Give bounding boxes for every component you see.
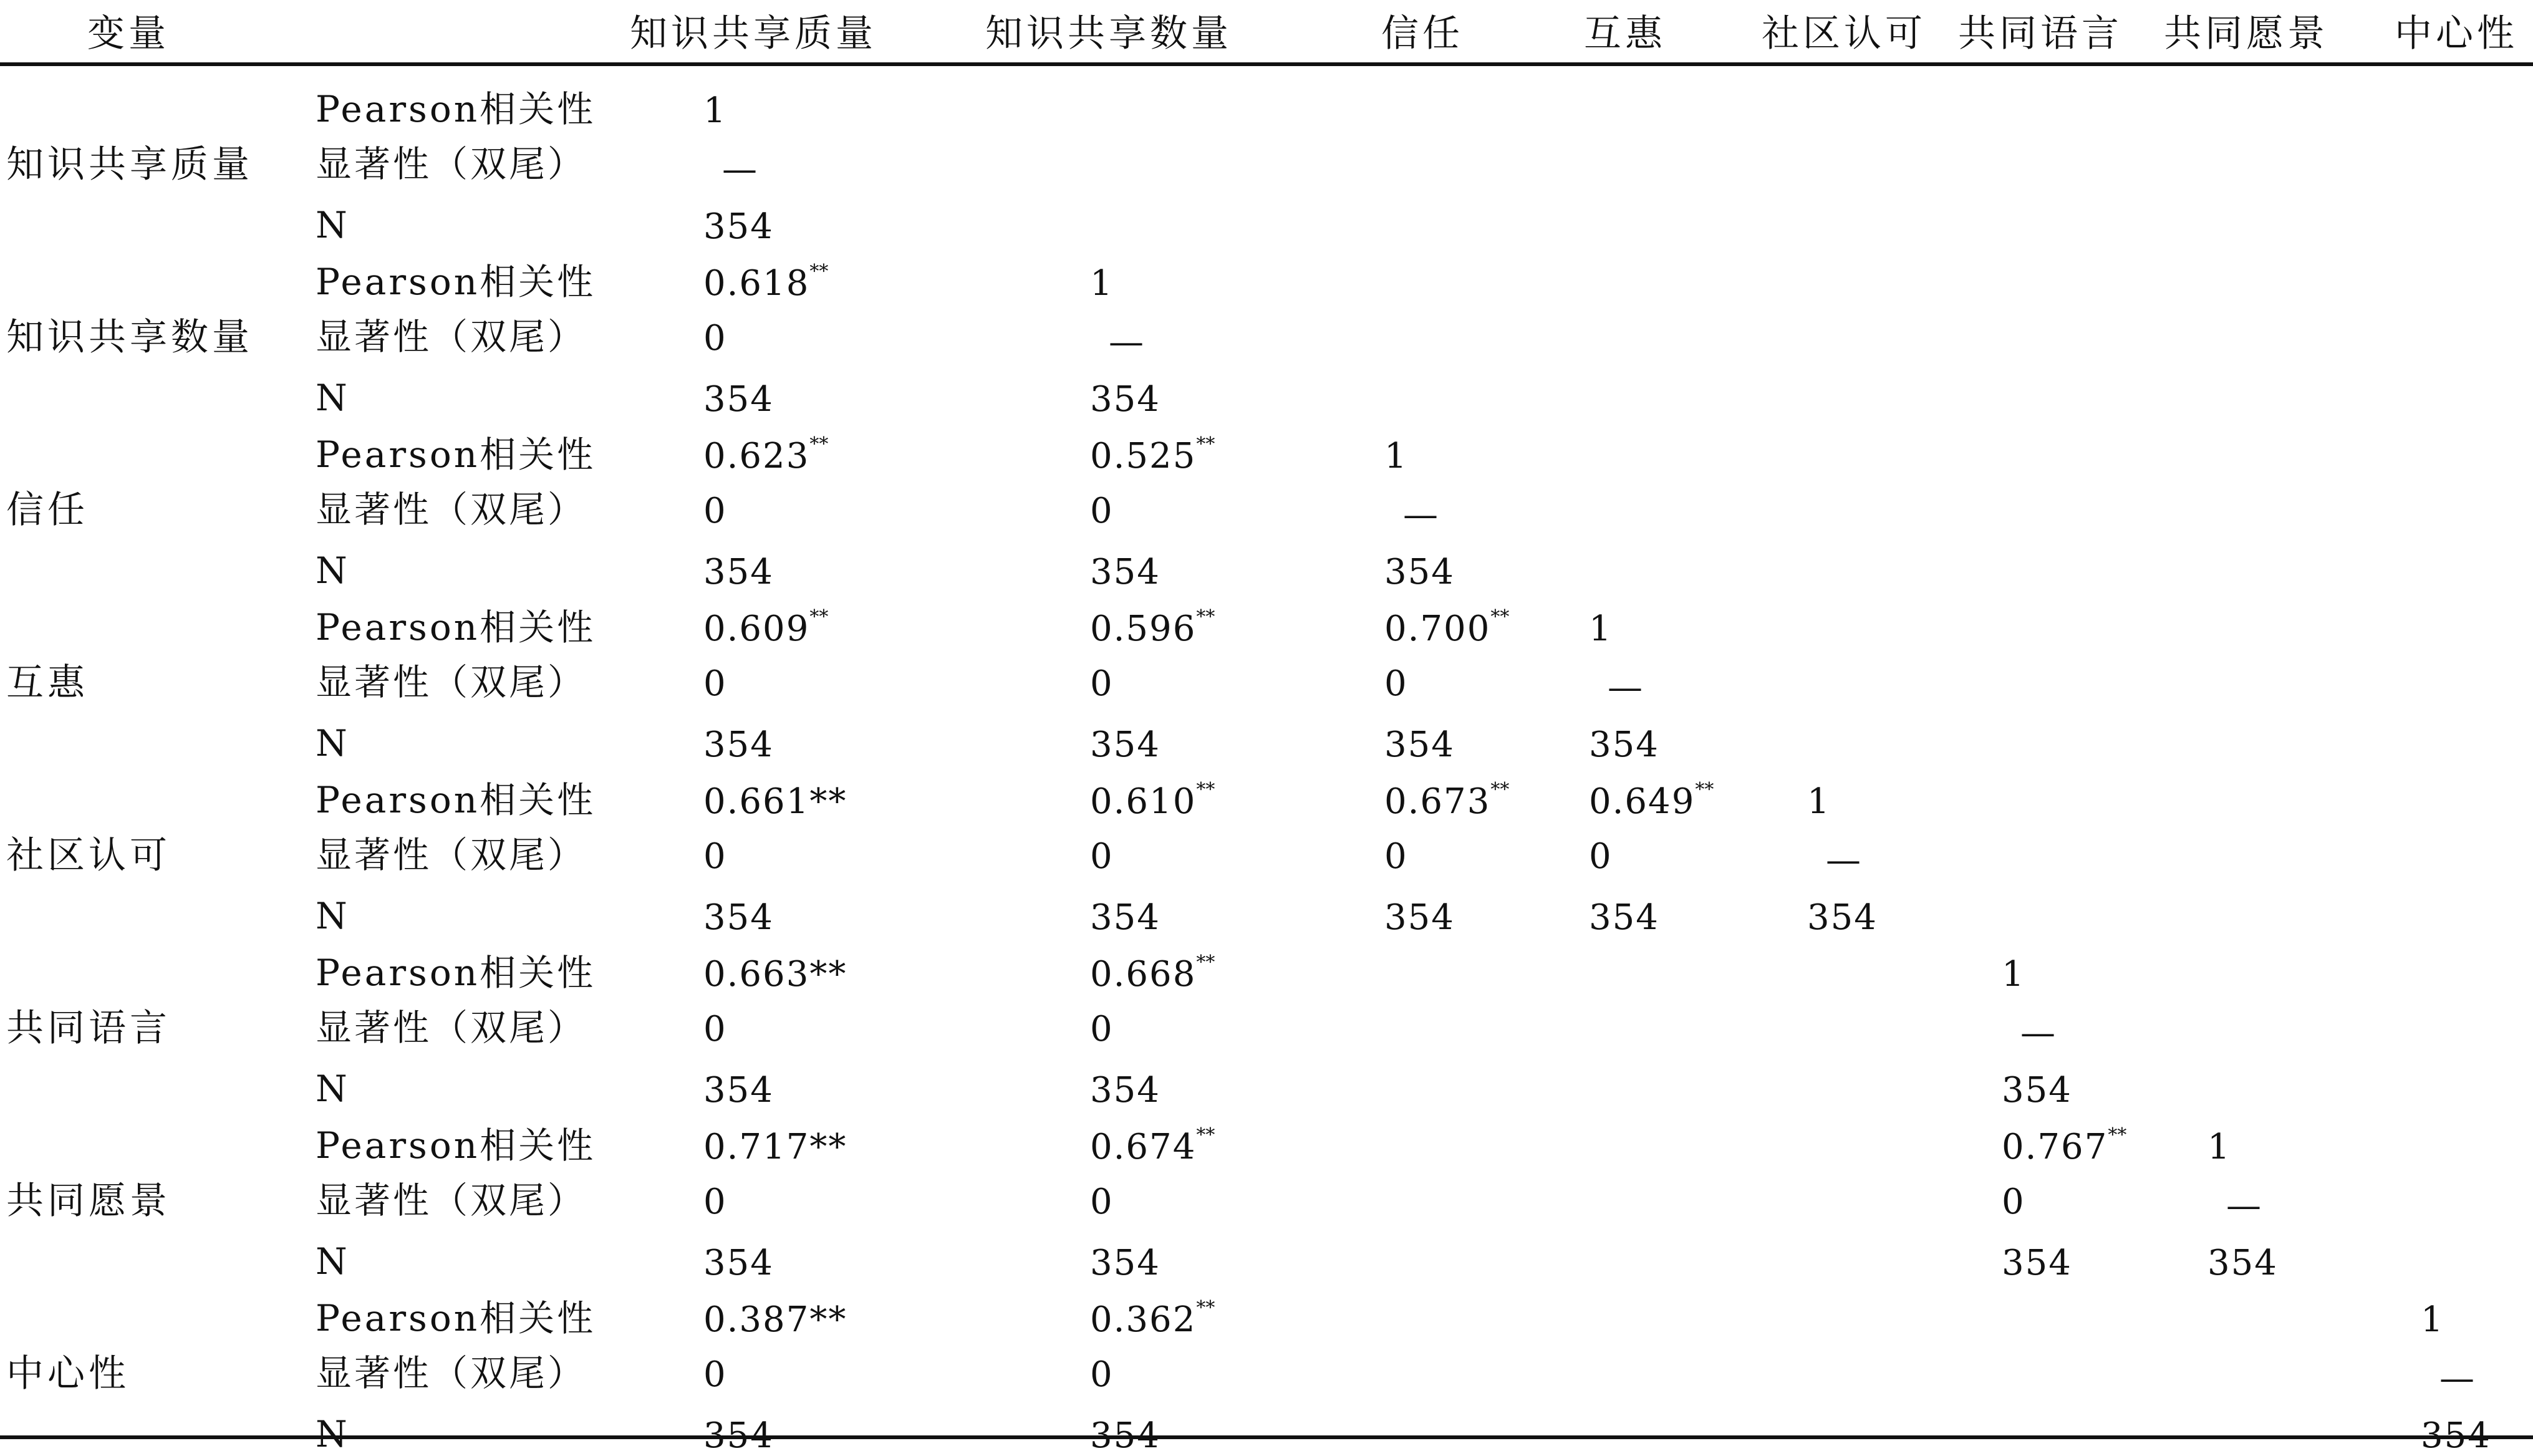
header-column: 知识共享数量 <box>985 12 1232 55</box>
pearson-number: 1 <box>2207 1127 2231 1167</box>
significance-value: — <box>2226 1185 2262 1226</box>
pearson-value <box>2002 954 2025 995</box>
pearson-value <box>1384 606 1510 649</box>
sample-size: 354 <box>1090 552 1160 592</box>
pearson-number: 0.673 <box>1384 781 1491 822</box>
pearson-number: 0.387** <box>703 1299 847 1340</box>
significance-marker: ** <box>1196 606 1215 628</box>
significance-value: 0 <box>703 663 727 704</box>
pearson-value <box>1090 606 1215 649</box>
pearson-value <box>1090 433 1215 476</box>
pearson-value <box>703 261 829 304</box>
sample-size: 354 <box>2421 1415 2491 1456</box>
stat-label: 显著性（双尾） <box>316 661 587 703</box>
row-variable: 共同愿景 <box>6 1179 171 1223</box>
stat-label: Pearson相关性 <box>316 433 596 476</box>
pearson-value <box>2207 1127 2231 1167</box>
pearson-number: 0.618 <box>703 263 810 304</box>
header-column: 中心性 <box>2395 12 2518 55</box>
pearson-value <box>1090 263 1114 304</box>
significance-value: 0 <box>1384 663 1408 704</box>
sample-size: 354 <box>1384 897 1455 938</box>
pearson-value <box>703 781 847 822</box>
sample-size: 354 <box>1589 725 1659 765</box>
stat-label: N <box>316 1240 350 1283</box>
sample-size: 354 <box>1090 1243 1160 1283</box>
significance-marker: ** <box>1695 779 1714 801</box>
significance-value: — <box>1403 494 1439 535</box>
header-column: 互惠 <box>1584 12 1666 55</box>
pearson-number: 1 <box>2002 954 2025 995</box>
pearson-value <box>703 606 829 649</box>
significance-marker: ** <box>1196 952 1215 973</box>
sample-size: 354 <box>1807 897 1878 938</box>
pearson-value <box>703 1299 847 1340</box>
pearson-value <box>2002 1124 2127 1167</box>
significance-marker: ** <box>1196 433 1215 455</box>
significance-value: 0 <box>703 318 727 359</box>
header-variable: 变量 <box>87 12 170 55</box>
stat-label: N <box>316 1068 350 1110</box>
stat-label: N <box>316 204 350 246</box>
sample-size: 354 <box>703 1243 774 1283</box>
pearson-number: 1 <box>1589 609 1613 649</box>
sample-size: 354 <box>2002 1070 2072 1111</box>
header-column: 知识共享质量 <box>630 12 877 55</box>
sample-size: 354 <box>703 725 774 765</box>
significance-marker: ** <box>809 606 829 628</box>
table-bottom-rule <box>0 1435 2533 1439</box>
sample-size: 354 <box>703 552 774 592</box>
stat-label: 显著性（双尾） <box>316 316 587 358</box>
stat-label: N <box>316 722 350 764</box>
row-variable: 中心性 <box>6 1352 130 1396</box>
stat-label: N <box>316 1413 350 1455</box>
sample-size: 354 <box>703 379 774 420</box>
stat-label: Pearson相关性 <box>316 606 596 648</box>
sample-size: 354 <box>703 1415 774 1456</box>
pearson-value <box>1589 779 1714 822</box>
sample-size: 354 <box>703 1070 774 1111</box>
pearson-value <box>1589 609 1613 649</box>
pearson-number: 0.623 <box>703 436 810 476</box>
stat-label: 显著性（双尾） <box>316 143 587 185</box>
significance-value: 0 <box>1090 1182 1114 1222</box>
pearson-number: 0.674 <box>1090 1127 1197 1167</box>
significance-marker: ** <box>1196 1124 1215 1146</box>
significance-value: — <box>1608 667 1644 708</box>
header-column: 共同语言 <box>1958 12 2123 55</box>
significance-marker: ** <box>1196 1297 1215 1319</box>
pearson-number: 0.700 <box>1384 609 1491 649</box>
row-variable: 知识共享质量 <box>6 143 253 186</box>
pearson-number: 0.649 <box>1589 781 1696 822</box>
sample-size: 354 <box>1090 725 1160 765</box>
pearson-number: 0.525 <box>1090 436 1197 476</box>
significance-value: 0 <box>703 1354 727 1395</box>
significance-marker: ** <box>809 261 829 282</box>
pearson-value <box>703 1127 847 1167</box>
pearson-number: 1 <box>2421 1299 2444 1340</box>
sample-size: 354 <box>2207 1243 2278 1283</box>
significance-value: 0 <box>703 1009 727 1049</box>
pearson-number: 0.362 <box>1090 1299 1197 1340</box>
significance-marker: ** <box>1490 779 1510 801</box>
stat-label: Pearson相关性 <box>316 261 596 303</box>
stat-label: N <box>316 549 350 592</box>
stat-label: N <box>316 895 350 937</box>
stat-label: 显著性（双尾） <box>316 1006 587 1049</box>
pearson-number: 1 <box>1807 781 1831 822</box>
significance-value: 0 <box>703 836 727 877</box>
row-variable: 信任 <box>6 488 89 532</box>
pearson-value <box>1090 1297 1215 1340</box>
stat-label: Pearson相关性 <box>316 1124 596 1167</box>
sample-size: 354 <box>1090 379 1160 420</box>
pearson-value <box>703 90 727 131</box>
table-top-rule <box>0 62 2533 66</box>
pearson-number: 0.610 <box>1090 781 1197 822</box>
significance-value: — <box>1826 840 1862 880</box>
row-variable: 共同语言 <box>6 1006 171 1050</box>
significance-value: — <box>2439 1358 2476 1399</box>
sample-size: 354 <box>703 897 774 938</box>
sample-size: 354 <box>703 206 774 247</box>
pearson-value <box>2421 1299 2444 1340</box>
sample-size: 354 <box>1384 725 1455 765</box>
significance-value: 0 <box>1090 836 1114 877</box>
sample-size: 354 <box>1090 1415 1160 1456</box>
row-variable: 互惠 <box>6 661 89 705</box>
stat-label: 显著性（双尾） <box>316 488 587 531</box>
significance-value: — <box>1109 322 1145 362</box>
pearson-number: 0.717** <box>703 1127 847 1167</box>
significance-value: — <box>722 149 758 190</box>
row-variable: 知识共享数量 <box>6 316 253 359</box>
significance-value: 0 <box>1384 836 1408 877</box>
row-variable: 社区认可 <box>6 834 171 877</box>
pearson-number: 0.663** <box>703 954 847 995</box>
stat-label: 显著性（双尾） <box>316 1179 587 1222</box>
stat-label: Pearson相关性 <box>316 779 596 821</box>
stat-label: 显著性（双尾） <box>316 834 587 876</box>
stat-label: Pearson相关性 <box>316 88 596 130</box>
significance-value: 0 <box>1090 1354 1114 1395</box>
sample-size: 354 <box>1090 1070 1160 1111</box>
pearson-value <box>1090 1124 1215 1167</box>
sample-size: 354 <box>2002 1243 2072 1283</box>
pearson-value <box>1384 436 1408 476</box>
significance-value: 0 <box>1090 1009 1114 1049</box>
significance-marker: ** <box>1490 606 1510 628</box>
significance-value: 0 <box>2002 1182 2025 1222</box>
pearson-value <box>1090 779 1215 822</box>
header-column: 社区认可 <box>1762 12 1926 55</box>
header-column: 信任 <box>1381 12 1464 55</box>
significance-marker: ** <box>2108 1124 2127 1146</box>
stat-label: N <box>316 377 350 419</box>
pearson-number: 0.596 <box>1090 609 1197 649</box>
sample-size: 354 <box>1090 897 1160 938</box>
significance-marker: ** <box>1196 779 1215 801</box>
significance-value: 0 <box>1090 491 1114 531</box>
pearson-number: 0.661** <box>703 781 847 822</box>
pearson-number: 1 <box>703 90 727 131</box>
significance-value: 0 <box>1589 836 1613 877</box>
significance-value: 0 <box>703 1182 727 1222</box>
pearson-number: 0.668 <box>1090 954 1197 995</box>
significance-value: — <box>2020 1013 2057 1053</box>
pearson-number: 0.767 <box>2002 1127 2108 1167</box>
pearson-value <box>703 433 829 476</box>
significance-value: 0 <box>703 491 727 531</box>
pearson-number: 1 <box>1090 263 1114 304</box>
sample-size: 354 <box>1589 897 1659 938</box>
significance-value: 0 <box>1090 663 1114 704</box>
stat-label: Pearson相关性 <box>316 1297 596 1339</box>
pearson-number: 0.609 <box>703 609 810 649</box>
pearson-value <box>1090 952 1215 995</box>
pearson-value <box>1807 781 1831 822</box>
pearson-number: 1 <box>1384 436 1408 476</box>
pearson-value <box>1384 779 1510 822</box>
significance-marker: ** <box>809 433 829 455</box>
stat-label: Pearson相关性 <box>316 952 596 994</box>
pearson-value <box>703 954 847 995</box>
sample-size: 354 <box>1384 552 1455 592</box>
header-column: 共同愿景 <box>2164 12 2328 55</box>
stat-label: 显著性（双尾） <box>316 1352 587 1394</box>
